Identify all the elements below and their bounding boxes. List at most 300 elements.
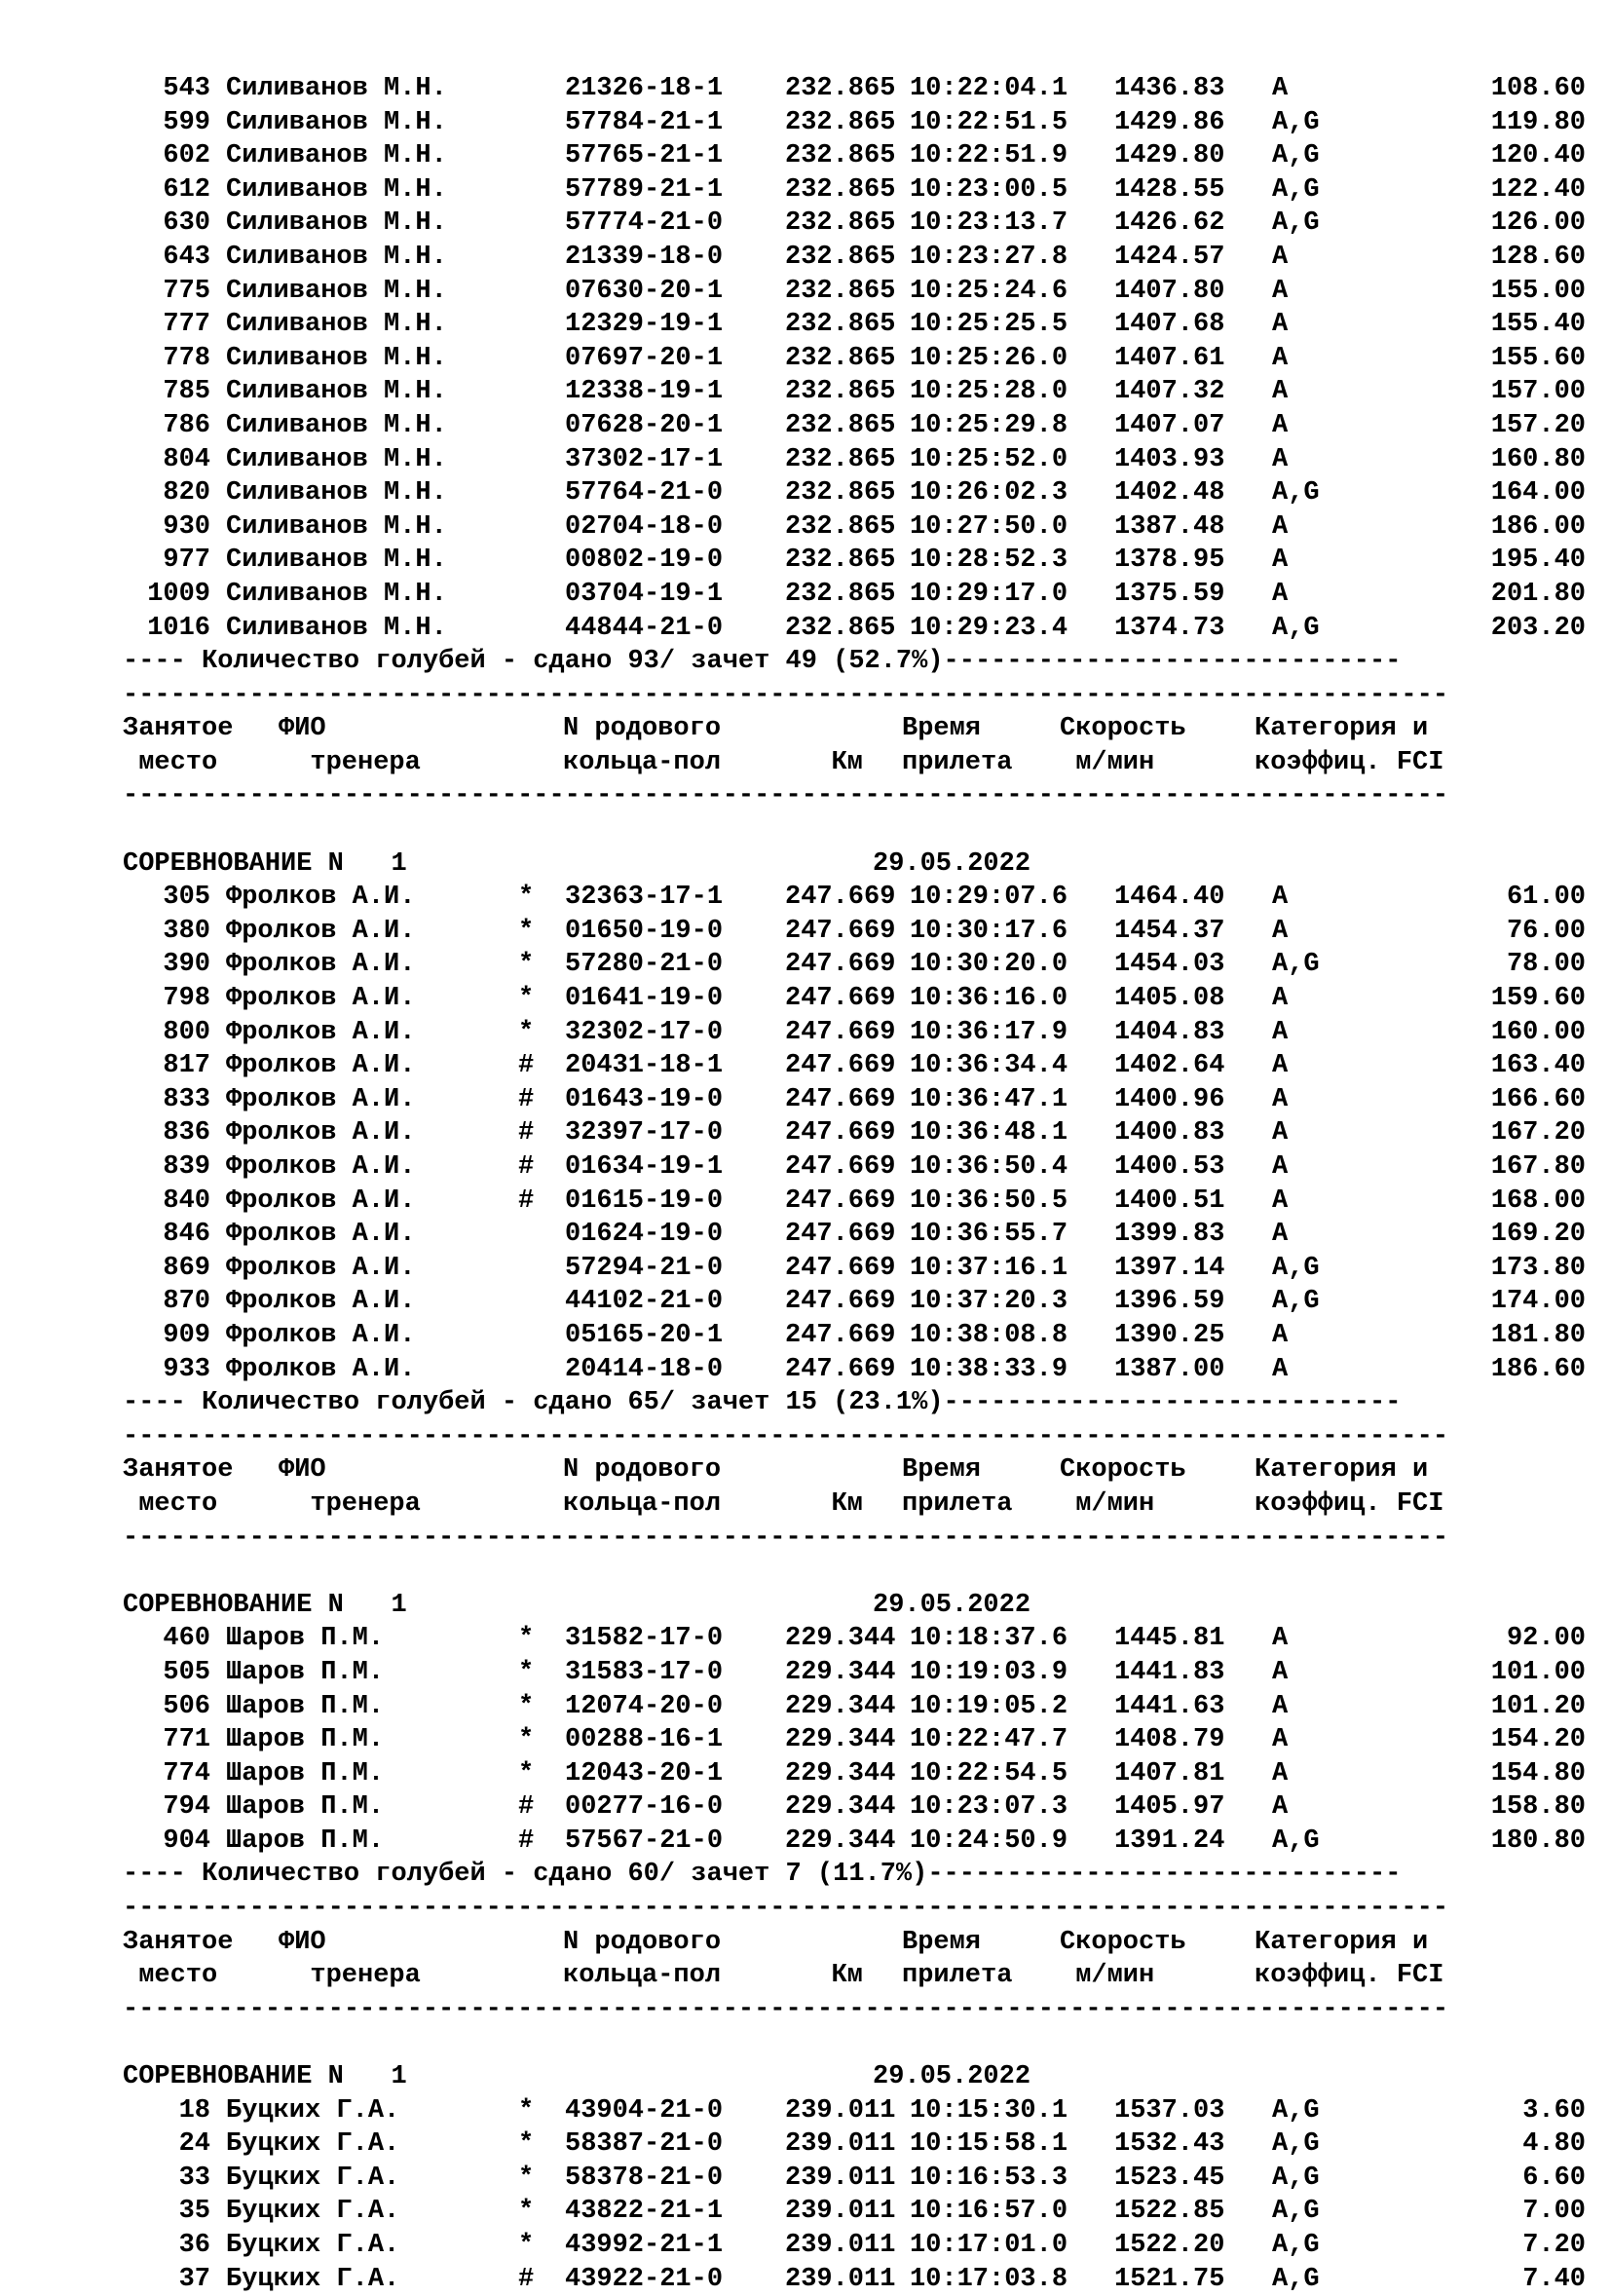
speed: 1397.14 (1114, 1253, 1225, 1283)
ring-number: 32363-17-1 (565, 883, 724, 913)
mark: # (518, 1051, 535, 1081)
mark (518, 612, 565, 646)
distance-km: 247.669 (785, 1017, 896, 1047)
table-row (123, 207, 1586, 241)
column-header: тренера (279, 1961, 421, 1991)
speed: 1405.08 (1114, 984, 1225, 1014)
trainer-name: Силиванов М.Н. (226, 377, 447, 407)
speed: 1402.64 (1114, 1051, 1225, 1081)
mark (518, 510, 565, 545)
arrival-time: 10:37:16.1 (910, 1253, 1068, 1283)
speed: 1391.24 (1114, 1826, 1225, 1856)
arrival-time: 10:24:50.9 (910, 1826, 1068, 1856)
coefficient: 160.80 (1490, 444, 1586, 474)
column-header: N родового (563, 1927, 722, 1957)
ring-number: 03704-19-1 (565, 579, 724, 609)
arrival-time: 10:15:58.1 (910, 2129, 1068, 2160)
ring-number: 57765-21-1 (565, 141, 724, 171)
table-row (123, 544, 1586, 578)
speed: 1424.57 (1114, 242, 1225, 272)
speed: 1403.93 (1114, 444, 1225, 474)
speed: 1441.83 (1114, 1657, 1225, 1687)
column-header: Скорость (1060, 1455, 1186, 1486)
category: A (1272, 546, 1289, 576)
category: A (1272, 1320, 1289, 1350)
table-row (123, 409, 1586, 443)
place: 817 (163, 1051, 210, 1081)
table-row (123, 1690, 1586, 1724)
speed: 1445.81 (1114, 1624, 1225, 1654)
category: A,G (1272, 2129, 1320, 2160)
column-header: место (123, 747, 218, 777)
ring-number: 57774-21-0 (565, 208, 724, 239)
coefficient: 155.60 (1490, 343, 1586, 373)
arrival-time: 10:19:05.2 (910, 1691, 1068, 1721)
coefficient: 92.00 (1506, 1624, 1586, 1654)
speed: 1375.59 (1114, 579, 1225, 609)
coefficient: 186.00 (1490, 511, 1586, 542)
table-row (123, 342, 1586, 376)
category: A,G (1272, 107, 1320, 137)
ring-number: 57764-21-0 (565, 478, 724, 508)
competition-date: 29.05.2022 (873, 848, 1031, 879)
place: 18 (178, 2095, 210, 2126)
speed: 1407.61 (1114, 343, 1225, 373)
trainer-name: Силиванов М.Н. (226, 511, 447, 542)
trainer-name: Силиванов М.Н. (226, 74, 447, 103)
table-row (123, 1049, 1586, 1083)
mark: # (518, 1186, 535, 1216)
table-row (123, 1185, 1586, 1219)
arrival-time: 10:22:47.7 (910, 1725, 1068, 1755)
arrival-time: 10:22:51.9 (910, 141, 1068, 171)
trainer-name: Силиванов М.Н. (226, 276, 447, 306)
speed: 1537.03 (1114, 2095, 1225, 2126)
coefficient: 186.60 (1490, 1354, 1586, 1384)
table-row (123, 375, 1586, 409)
column-header-row (123, 1453, 1586, 1487)
table-row (123, 476, 1586, 510)
place: 804 (163, 444, 210, 474)
separator: ------------------------------------------------------------------------------------ (123, 1994, 1449, 2024)
trainer-name: Силиванов М.Н. (226, 546, 447, 576)
competition-line (123, 1589, 1586, 1623)
arrival-time: 10:30:17.6 (910, 916, 1068, 946)
speed: 1400.96 (1114, 1084, 1225, 1114)
ring-number: 01615-19-0 (565, 1186, 724, 1216)
coefficient: 163.40 (1490, 1051, 1586, 1081)
place: 1009 (147, 579, 210, 609)
trainer-name: Фролков А.И. (226, 1320, 416, 1350)
ring-number: 21339-18-0 (565, 242, 724, 272)
speed: 1400.53 (1114, 1152, 1225, 1182)
coefficient: 157.20 (1490, 410, 1586, 440)
ring-number: 01650-19-0 (565, 916, 724, 946)
trainer-name: Силиванов М.Н. (226, 107, 447, 137)
category: A,G (1272, 2231, 1320, 2260)
distance-km: 239.011 (785, 2197, 896, 2227)
arrival-time: 10:36:17.9 (910, 1017, 1068, 1047)
trainer-name: Силиванов М.Н. (226, 141, 447, 171)
trainer-name: Силиванов М.Н. (226, 343, 447, 373)
coefficient: 180.80 (1490, 1826, 1586, 1856)
competition-label: СОРЕВНОВАНИЕ N 1 (123, 2062, 407, 2092)
arrival-time: 10:22:51.5 (910, 107, 1068, 137)
column-header: Время (902, 1455, 982, 1486)
coefficient: 7.20 (1522, 2231, 1586, 2260)
coefficient: 61.00 (1506, 883, 1586, 913)
blank-line (123, 2026, 1586, 2060)
column-header: Время (902, 714, 982, 744)
trainer-name: Фролков А.И. (226, 1084, 416, 1114)
ring-number: 32302-17-0 (565, 1017, 724, 1047)
arrival-time: 10:30:20.0 (910, 950, 1068, 980)
table-row (123, 612, 1586, 646)
place: 820 (163, 478, 210, 508)
mark (518, 1319, 565, 1353)
coefficient: 164.00 (1490, 478, 1586, 508)
distance-km: 229.344 (785, 1691, 896, 1721)
arrival-time: 10:36:50.5 (910, 1186, 1068, 1216)
column-header: ФИО (279, 714, 326, 744)
place: 643 (163, 242, 210, 272)
arrival-time: 10:25:25.5 (910, 310, 1068, 340)
mark: * (518, 916, 535, 946)
blank-line (123, 1555, 1586, 1589)
place: 840 (163, 1186, 210, 1216)
category: A (1272, 343, 1289, 373)
trainer-name: Фролков А.И. (226, 883, 416, 913)
column-header: место (123, 1488, 218, 1519)
speed: 1521.75 (1114, 2264, 1225, 2294)
speed: 1387.48 (1114, 511, 1225, 542)
column-header: коэффиц. FCI (1255, 1488, 1444, 1519)
arrival-time: 10:29:07.6 (910, 883, 1068, 913)
trainer-name: Силиванов М.Н. (226, 579, 447, 609)
mark: * (518, 2231, 535, 2260)
table-row (123, 915, 1586, 949)
distance-km: 247.669 (785, 1118, 896, 1148)
arrival-time: 10:36:48.1 (910, 1118, 1068, 1148)
column-header: кольца-пол Км (563, 747, 863, 777)
speed: 1428.55 (1114, 174, 1225, 205)
ring-number: 12338-19-1 (565, 377, 724, 407)
ring-number: 43904-21-0 (565, 2095, 724, 2126)
trainer-name: Буцких Г.А. (226, 2095, 400, 2126)
table-row (123, 1218, 1586, 1252)
distance-km: 229.344 (785, 1624, 896, 1654)
table-row (123, 1252, 1586, 1286)
column-header: коэффиц. FCI (1255, 1961, 1444, 1991)
distance-km: 247.669 (785, 1220, 896, 1250)
arrival-time: 10:29:17.0 (910, 579, 1068, 609)
place: 612 (163, 174, 210, 205)
arrival-time: 10:27:50.0 (910, 511, 1068, 542)
coefficient: 203.20 (1490, 613, 1586, 643)
trainer-name: Фролков А.И. (226, 1051, 416, 1081)
trainer-name: Силиванов М.Н. (226, 310, 447, 340)
column-header: N родового (563, 714, 722, 744)
table-row (123, 1723, 1586, 1757)
trainer-name: Буцких Г.А. (226, 2129, 400, 2160)
column-header-row (123, 712, 1586, 746)
distance-km: 239.011 (785, 2163, 896, 2193)
place: 904 (163, 1826, 210, 1856)
place: 1016 (147, 613, 210, 643)
trainer-name: Фролков А.И. (226, 1152, 416, 1182)
column-header-row (123, 746, 1586, 780)
coefficient: 101.20 (1490, 1691, 1586, 1721)
ring-number: 20414-18-0 (565, 1354, 724, 1384)
place: 833 (163, 1084, 210, 1114)
distance-km: 232.865 (785, 141, 896, 171)
separator: ------------------------------------------------------------------------------------ (123, 680, 1449, 710)
place: 774 (163, 1758, 210, 1788)
mark: # (518, 1152, 535, 1182)
arrival-time: 10:16:53.3 (910, 2163, 1068, 2193)
trainer-name: Силиванов М.Н. (226, 208, 447, 239)
table-row (123, 1150, 1586, 1185)
trainer-name: Фролков А.И. (226, 1354, 416, 1384)
distance-km: 247.669 (785, 1152, 896, 1182)
ring-number: 44102-21-0 (565, 1287, 724, 1317)
table-row (123, 1116, 1586, 1150)
category: A (1272, 1220, 1289, 1250)
trainer-name: Силиванов М.Н. (226, 174, 447, 205)
mark (518, 207, 565, 241)
distance-km: 232.865 (785, 546, 896, 576)
place: 800 (163, 1017, 210, 1047)
place: 305 (163, 883, 210, 913)
mark (518, 1353, 565, 1387)
arrival-time: 10:18:37.6 (910, 1624, 1068, 1654)
category: A (1272, 410, 1289, 440)
table-row (123, 1825, 1586, 1859)
category: A (1272, 1624, 1289, 1654)
competition-line (123, 847, 1586, 882)
speed: 1464.40 (1114, 883, 1225, 913)
ring-number: 31582-17-0 (565, 1624, 724, 1654)
place: 869 (163, 1253, 210, 1283)
column-header: прилета (902, 1488, 1013, 1519)
ring-number: 58378-21-0 (565, 2163, 724, 2193)
summary-line: ---- Количество голубей - сдано 60/ зачет 7 (11.7%)------------------------------ (123, 1860, 1402, 1890)
place: 839 (163, 1152, 210, 1182)
table-row (123, 881, 1586, 915)
coefficient: 169.20 (1490, 1220, 1586, 1250)
distance-km: 247.669 (785, 984, 896, 1014)
mark (518, 544, 565, 578)
place: 602 (163, 141, 210, 171)
ring-number: 05165-20-1 (565, 1320, 724, 1350)
coefficient: 128.60 (1490, 242, 1586, 272)
table-row (123, 2127, 1586, 2162)
trainer-name: Силиванов М.Н. (226, 444, 447, 474)
column-header-row (123, 1959, 1586, 1993)
speed: 1454.03 (1114, 950, 1225, 980)
coefficient: 155.40 (1490, 310, 1586, 340)
arrival-time: 10:25:24.6 (910, 276, 1068, 306)
mark: * (518, 1691, 535, 1721)
coefficient: 168.00 (1490, 1186, 1586, 1216)
mark (518, 241, 565, 275)
distance-km: 239.011 (785, 2231, 896, 2260)
trainer-name: Фролков А.И. (226, 1186, 416, 1216)
place: 771 (163, 1725, 210, 1755)
distance-km: 232.865 (785, 377, 896, 407)
category: A,G (1272, 478, 1320, 508)
coefficient: 154.80 (1490, 1758, 1586, 1788)
ring-number: 01643-19-0 (565, 1084, 724, 1114)
column-header: м/мин (1060, 747, 1155, 777)
mark: * (518, 1017, 535, 1047)
column-header: Категория и (1255, 714, 1429, 744)
category: A,G (1272, 141, 1320, 171)
coefficient: 120.40 (1490, 141, 1586, 171)
column-header: тренера (279, 1488, 421, 1519)
distance-km: 229.344 (785, 1657, 896, 1687)
coefficient: 174.00 (1490, 1287, 1586, 1317)
place: 36 (178, 2231, 210, 2260)
trainer-name: Силиванов М.Н. (226, 613, 447, 643)
blank-line (123, 813, 1586, 847)
competition-label: СОРЕВНОВАНИЕ N 1 (123, 848, 407, 879)
table-row (123, 1016, 1586, 1050)
column-header: кольца-пол Км (563, 1488, 863, 1519)
place: 798 (163, 984, 210, 1014)
ring-number: 00288-16-1 (565, 1725, 724, 1755)
coefficient: 126.00 (1490, 208, 1586, 239)
arrival-time: 10:36:34.4 (910, 1051, 1068, 1081)
summary-line: ---- Количество голубей - сдано 65/ зачет 15 (23.1%)----------------------------- (123, 1388, 1402, 1418)
table-row (123, 1083, 1586, 1117)
arrival-time: 10:15:30.1 (910, 2095, 1068, 2126)
arrival-time: 10:17:03.8 (910, 2264, 1068, 2294)
column-header: Категория и (1255, 1927, 1429, 1957)
arrival-time: 10:25:28.0 (910, 377, 1068, 407)
coefficient: 157.00 (1490, 377, 1586, 407)
arrival-time: 10:17:01.0 (910, 2231, 1068, 2260)
trainer-name: Буцких Г.А. (226, 2231, 400, 2260)
column-header: м/мин (1060, 1961, 1155, 1991)
speed: 1426.62 (1114, 208, 1225, 239)
place: 777 (163, 310, 210, 340)
column-header: коэффиц. FCI (1255, 747, 1444, 777)
column-header: Занятое (123, 1927, 234, 1957)
distance-km: 247.669 (785, 1084, 896, 1114)
arrival-time: 10:38:08.8 (910, 1320, 1068, 1350)
category: A (1272, 1118, 1289, 1148)
ring-number: 20431-18-1 (565, 1051, 724, 1081)
place: 836 (163, 1118, 210, 1148)
speed: 1387.00 (1114, 1354, 1225, 1384)
mark: * (518, 883, 535, 913)
place: 909 (163, 1320, 210, 1350)
coefficient: 119.80 (1490, 107, 1586, 137)
mark: * (518, 2197, 535, 2227)
competition-label: СОРЕВНОВАНИЕ N 1 (123, 1590, 407, 1620)
trainer-name: Шаров П.М. (226, 1725, 385, 1755)
column-header: N родового (563, 1455, 722, 1486)
category: A (1272, 984, 1289, 1014)
distance-km: 232.865 (785, 511, 896, 542)
speed: 1429.86 (1114, 107, 1225, 137)
trainer-name: Буцких Г.А. (226, 2264, 400, 2294)
distance-km: 232.865 (785, 208, 896, 239)
category: A (1272, 1084, 1289, 1114)
mark (518, 375, 565, 409)
coefficient: 173.80 (1490, 1253, 1586, 1283)
column-header: ФИО (279, 1927, 326, 1957)
category: A (1272, 1792, 1289, 1823)
table-row (123, 2195, 1586, 2229)
arrival-time: 10:36:47.1 (910, 1084, 1068, 1114)
arrival-time: 10:22:54.5 (910, 1758, 1068, 1788)
category: A (1272, 1758, 1289, 1788)
place: 505 (163, 1657, 210, 1687)
coefficient: 7.40 (1522, 2264, 1586, 2294)
separator: ------------------------------------------------------------------------------------ (123, 1421, 1449, 1451)
coefficient: 122.40 (1490, 174, 1586, 205)
speed: 1399.83 (1114, 1220, 1225, 1250)
category: A,G (1272, 950, 1320, 980)
column-header: Скорость (1060, 714, 1186, 744)
trainer-name: Шаров П.М. (226, 1758, 385, 1788)
category: A (1272, 1017, 1289, 1047)
mark: * (518, 1657, 535, 1687)
mark: * (518, 2163, 535, 2193)
category: A,G (1272, 613, 1320, 643)
mark: * (518, 950, 535, 980)
coefficient: 108.60 (1490, 74, 1586, 103)
place: 846 (163, 1220, 210, 1250)
speed: 1404.83 (1114, 1017, 1225, 1047)
category: A (1272, 1657, 1289, 1687)
ring-number: 31583-17-0 (565, 1657, 724, 1687)
category: A (1272, 511, 1289, 542)
speed: 1523.45 (1114, 2163, 1225, 2193)
trainer-name: Фролков А.И. (226, 916, 416, 946)
ring-number: 37302-17-1 (565, 444, 724, 474)
place: 778 (163, 343, 210, 373)
place: 506 (163, 1691, 210, 1721)
coefficient: 155.00 (1490, 276, 1586, 306)
ring-number: 57789-21-1 (565, 174, 724, 205)
speed: 1405.97 (1114, 1792, 1225, 1823)
table-row (123, 1622, 1586, 1656)
category: A (1272, 1691, 1289, 1721)
place: 599 (163, 107, 210, 137)
arrival-time: 10:25:52.0 (910, 444, 1068, 474)
table-row (123, 1656, 1586, 1690)
place: 390 (163, 950, 210, 980)
distance-km: 232.865 (785, 478, 896, 508)
speed: 1522.85 (1114, 2197, 1225, 2227)
place: 930 (163, 511, 210, 542)
category: A (1272, 74, 1289, 103)
speed: 1407.80 (1114, 276, 1225, 306)
trainer-name: Фролков А.И. (226, 1118, 416, 1148)
summary-line: ---- Количество голубей - сдано 93/ зачет 49 (52.7%)----------------------------- (123, 647, 1402, 677)
distance-km: 232.865 (785, 410, 896, 440)
distance-km: 247.669 (785, 883, 896, 913)
ring-number: 00802-19-0 (565, 546, 724, 576)
category: A (1272, 1354, 1289, 1384)
distance-km: 229.344 (785, 1758, 896, 1788)
coefficient: 160.00 (1490, 1017, 1586, 1047)
coefficient: 154.20 (1490, 1725, 1586, 1755)
trainer-name: Шаров П.М. (226, 1826, 385, 1856)
